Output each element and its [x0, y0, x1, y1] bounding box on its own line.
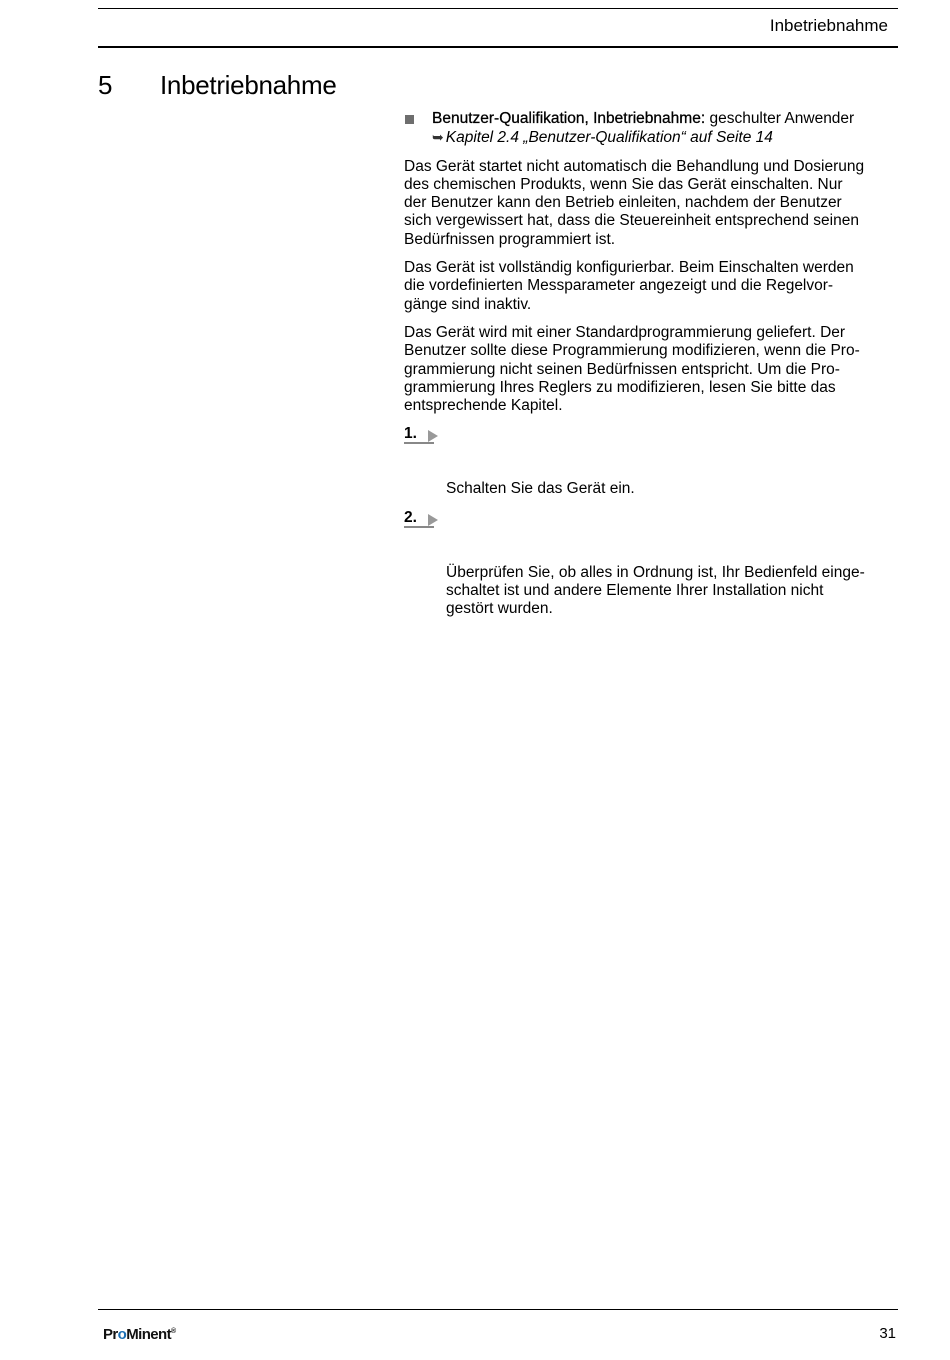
- qualification-value: geschulter Anwender: [709, 110, 855, 127]
- step-item: [404, 509, 898, 619]
- header-bottom-rule: [98, 46, 898, 48]
- step-arrow-icon: [428, 514, 438, 526]
- paragraph-configurable: Das Gerät ist vollständig konfigurierbar. Beim Einschalten werden die vordefinierten Messparameter angezeigt und die Regelvor- gänge sind inaktiv.: [404, 259, 854, 313]
- bullet-square-icon: [405, 115, 414, 124]
- paragraph-intro: Das Gerät startet nicht automatisch die Behandlung und Dosierung des chemischen Produkts, wenn Sie das Gerät einschalten. Nur der Benutzer kann den Betrieb einleiten, nachdem der Benutzer sich vergewissert hat, dass die Steuereinheit entsprechend seinen Bedürfnissen programmiert ist.: [404, 157, 865, 248]
- step-item: [404, 425, 898, 498]
- step-text: Überprüfen Sie, ob alles in Ordnung ist, Ihr Bedienfeld einge- schaltet ist und andere Elemente Ihrer Installation nicht gestört wurden.: [446, 563, 865, 618]
- chapter-reference-link[interactable]: Kapitel 2.4 „Benutzer-Qualifikation“ auf Seite 14: [445, 129, 773, 147]
- header-top-rule: [98, 8, 898, 9]
- qualification-bullet: [404, 110, 898, 148]
- running-header-title: Inbetriebnahme: [769, 16, 888, 35]
- step-arrow-icon: [428, 430, 438, 442]
- chapter-number: 5: [98, 70, 113, 100]
- chapter-title: Inbetriebnahme: [160, 70, 337, 100]
- chapter-content: [404, 110, 898, 628]
- step-text: Schalten Sie das Gerät ein.: [446, 480, 635, 498]
- arrow-reference-icon: ➥: [432, 129, 444, 146]
- step-number: 1.: [404, 425, 434, 444]
- step-number: 2.: [404, 509, 434, 528]
- footer-rule: [98, 1309, 898, 1310]
- qualification-label: Benutzer-Qualifikation, Inbetriebnahme:: [432, 110, 706, 127]
- page-number: 31: [879, 1325, 896, 1342]
- prominent-logo: ProMinent®: [103, 1326, 177, 1343]
- paragraph-standard-programming: Das Gerät wird mit einer Standardprogrammierung geliefert. Der Benutzer sollte diese Programmierung modifizieren, wenn die Pro- grammierung nicht seinen Bedürfnissen entspricht. Um die Pro- grammierung Ihres Reglers zu modifizieren, lesen Sie bitte das entsprechende Kapitel.: [404, 323, 860, 415]
